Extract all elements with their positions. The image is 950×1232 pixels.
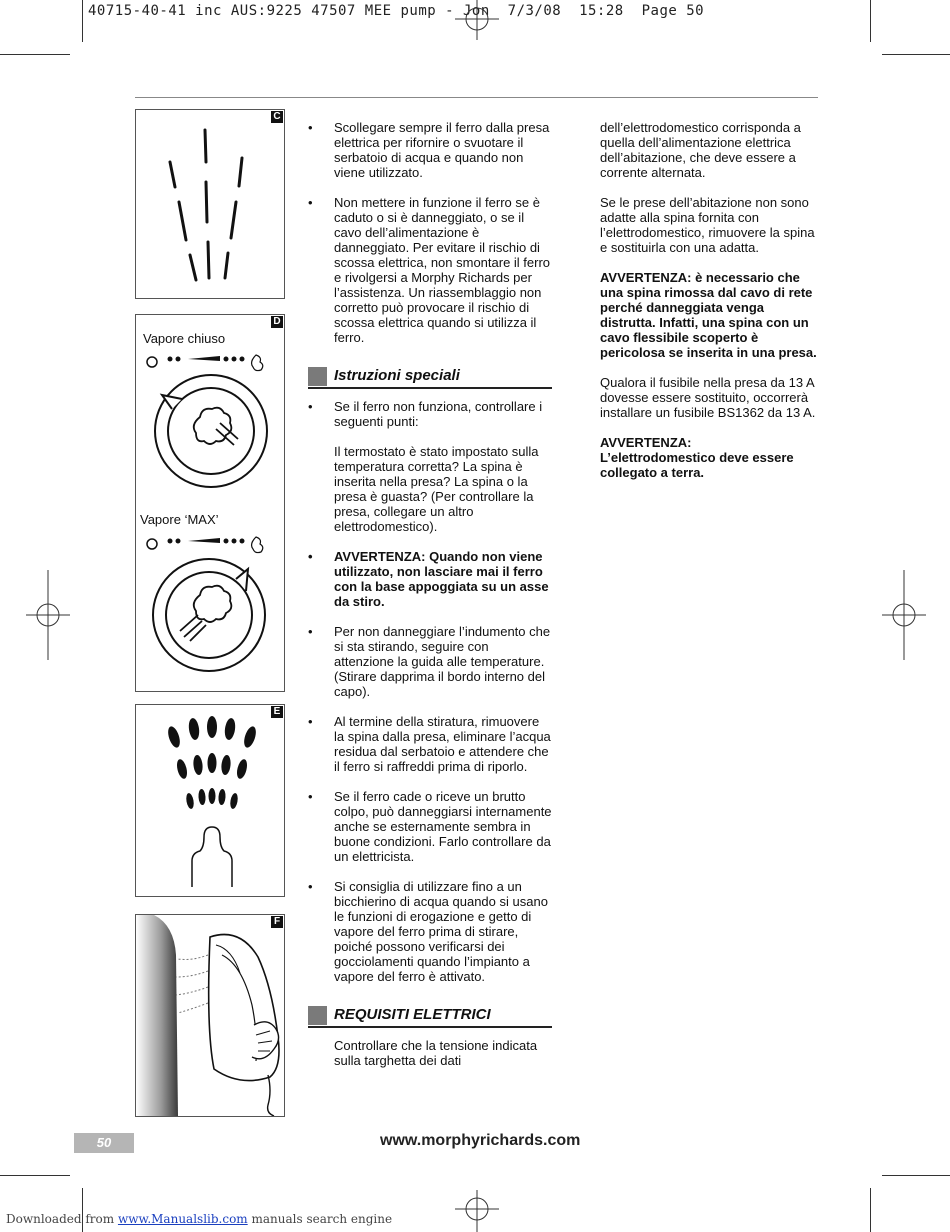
footer-suffix: manuals search engine <box>247 1212 393 1226</box>
crop-mark <box>882 54 950 55</box>
figure-letter: D <box>271 316 283 328</box>
heading-square-icon <box>308 367 327 386</box>
section-heading-electrical-requirements <box>308 1004 552 1028</box>
registration-mark-right <box>882 570 926 660</box>
text-column-left <box>308 120 552 1083</box>
vertical-steaming-illustration <box>136 915 284 1116</box>
top-rule <box>135 97 818 98</box>
warning-paragraph: L’elettrodomestico deve essere collegato a terra. <box>600 450 794 480</box>
registration-mark-bottom <box>455 1190 499 1232</box>
steam-holes-illustration <box>136 705 284 896</box>
crop-mark <box>0 1175 70 1176</box>
manualslib-link[interactable]: www.Manualslib.com <box>117 1212 248 1226</box>
paragraph: dell’elettrodomestico corrisponda a quella dell’alimentazione elettrica dell’abitazione, che deve essere a corrente alternata. <box>600 120 801 180</box>
steam-closed-caption: Vapore chiuso <box>143 331 226 346</box>
heading-square-icon <box>308 1006 327 1025</box>
electrical-paragraph: Controllare che la tensione indicata sulla targhetta dei dati <box>334 1038 538 1068</box>
check-paragraph: Il termostato è stato impostato sulla temperatura corretta? La spina è inserita nella presa? La spina o la presa è guasta? (Per controllare la presa, collegare un altro elettrodomestico). <box>334 444 539 534</box>
print-slug-line: 40715-40-41 inc AUS:9225 47507 MEE pump - Jon 7/3/08 15:28 Page 50 <box>88 3 705 19</box>
list-item: • Al termine della stiratura, rimuovere la spina dalla presa, eliminare l’acqua residua dal serbatoio e attendere che il ferro si raffreddi prima di riporlo. <box>308 714 552 774</box>
page-number: 50 <box>74 1133 134 1153</box>
paragraph: Qualora il fusibile nella presa da 13 A dovesse essere sostituito, occorrerà installare un fusibile BS1362 da 13 A. <box>600 375 816 420</box>
crop-mark <box>870 0 871 42</box>
registration-mark-top <box>455 0 499 40</box>
website-url: www.morphyrichards.com <box>380 1132 581 1149</box>
warning-title: AVVERTENZA: <box>600 435 692 450</box>
section-heading-special-instructions <box>308 365 552 389</box>
steam-max-caption: Vapore ‘MAX’ <box>140 512 219 527</box>
steam-dial-max-illustration <box>136 533 284 683</box>
paragraph: Se le prese dell’abitazione non sono adatte alla spina fornita con l’elettrodomestico, rimuovere la spina e sostituirla con una adatta. <box>600 195 815 255</box>
footer-prefix: Downloaded from <box>6 1212 118 1226</box>
warning-paragraph: AVVERTENZA: è necessario che una spina rimossa dal cavo di rete perché danneggiata venga distrutta. Infatti, una spina con un cavo flessibile scoperto è pericolosa se inserita in una presa. <box>600 270 817 360</box>
warning-list-item: • AVVERTENZA: Quando non viene utilizzato, non lasciare mai il ferro con la base appoggiata su un asse da stiro. <box>308 549 552 609</box>
list-item: • Scollegare sempre il ferro dalla presa elettrica per rifornire o svuotare il serbatoio di acqua e quando non viene utilizzato. <box>308 120 552 180</box>
steam-dial-closed-illustration <box>136 351 284 491</box>
list-item: • Non mettere in funzione il ferro se è caduto o si è danneggiato, o se il cavo dell’alimentazione è danneggiato. Per evitare il rischio di scossa elettrica, non smontare il ferro e rivolgersi a Morphy Richards per l’assistenza. Un riassemblaggio non corretto può provocare il rischio di scossa elettrica quando si utilizza il ferro. <box>308 195 552 345</box>
figure-letter: E <box>271 706 283 718</box>
list-item: • Se il ferro cade o riceve un brutto colpo, può danneggiarsi internamente anche se esternamente sembra in buone condizioni. Farlo controllare da un elettricista. <box>308 789 552 864</box>
download-footer <box>6 1212 392 1226</box>
figure-letter: C <box>271 111 283 123</box>
figure-c <box>135 109 285 299</box>
figure-letter: F <box>271 916 283 928</box>
figure-f <box>135 914 285 1117</box>
list-item: • Per non danneggiare l’indumento che si sta stirando, seguire con attenzione la guida alle temperature. (Stirare dapprima il bordo interno del capo). <box>308 624 552 699</box>
figure-e <box>135 704 285 897</box>
figure-d <box>135 314 285 692</box>
registration-mark-left <box>26 570 70 660</box>
list-item: • Si consiglia di utilizzare fino a un bicchierino di acqua quando si usano le funzioni di erogazione e getto di vapore del ferro prima di stirare, poiché possono verificarsi dei gocciolamenti quando l’impianto a vapore del ferro è attivato. <box>308 879 552 984</box>
heading-text: REQUISITI ELETTRICI <box>334 1006 491 1023</box>
crop-mark <box>882 1175 950 1176</box>
crop-mark <box>0 54 70 55</box>
crop-mark <box>870 1188 871 1232</box>
heading-text: Istruzioni speciali <box>334 367 460 384</box>
text-column-right <box>600 120 818 495</box>
list-item: • Se il ferro non funziona, controllare i seguenti punti: <box>308 399 552 429</box>
crop-mark <box>82 0 83 42</box>
steam-burst-illustration <box>136 110 284 298</box>
